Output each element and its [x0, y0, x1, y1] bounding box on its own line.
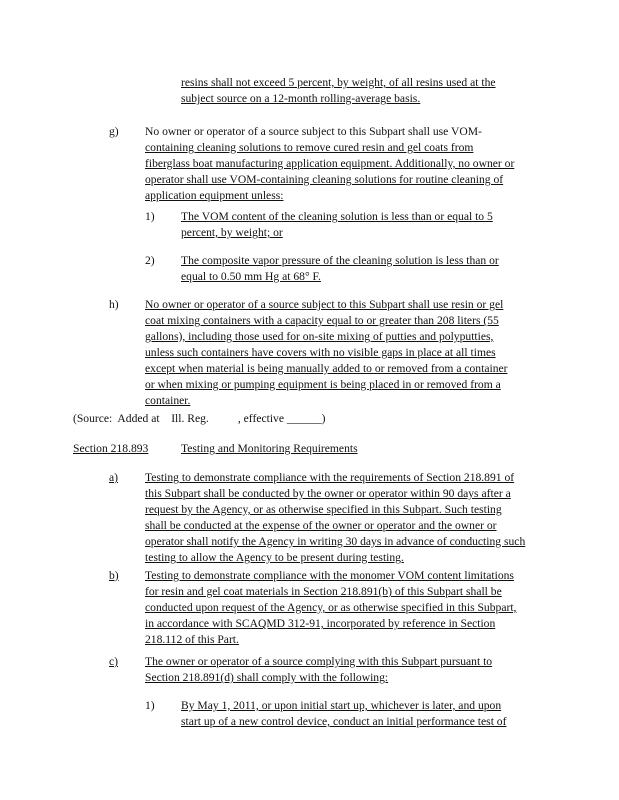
text-line: Testing to demonstrate compliance with the requirements of Section 218.891 of [145, 471, 515, 484]
text-line: The VOM content of the cleaning solution is less than or equal to 5 [181, 210, 493, 223]
text-line: 218.112 of this Part. [145, 633, 239, 646]
section-heading [73, 441, 358, 457]
text-line: gallons), including those used for on-site mixing of putties and polyputties, [145, 330, 494, 343]
text-line: shall be conducted at the expense of the owner or operator and the owner or [145, 519, 497, 532]
text-line: coat mixing containers with a capacity equal to or greater than 208 liters (55 [145, 314, 499, 327]
text-line: subject source on a 12-month rolling-average basis. [181, 92, 421, 105]
text-line: request by the Agency, or as otherwise specified in this Subpart. Such testing [145, 503, 502, 516]
text-line: unless such containers have covers with no visible gaps in place at all times [145, 346, 496, 359]
text-line: percent, by weight; or [181, 226, 283, 239]
item-label-c1: 1) [145, 699, 155, 712]
text-line: No owner or operator of a source subject to this Subpart shall use VOM- [145, 125, 482, 138]
paragraph-c [145, 654, 492, 686]
text-line: conducted upon request of the Agency, or as otherwise specified in this Subpart, [145, 601, 517, 614]
text-line: except when material is being manually added to or removed from a container [145, 362, 508, 375]
item-g2 [181, 253, 499, 285]
paragraph-label-a: a) [109, 471, 119, 484]
text-line: operator shall use VOM-containing cleaning solutions for routine cleaning of [145, 173, 504, 186]
item-label-g1: 1) [145, 210, 155, 223]
text-line: Section 218.891(d) shall comply with the following: [145, 671, 389, 684]
text-line: equal to 0.50 mm Hg at 68° F. [181, 270, 321, 283]
text-line: containing cleaning solutions to remove cured resin and gel coats from [145, 141, 474, 154]
item-label-g2: 2) [145, 254, 155, 267]
text-line: No owner or operator of a source subject to this Subpart shall use resin or gel [145, 298, 504, 311]
item-g1 [181, 209, 493, 241]
text-line: in accordance with SCAQMD 312-91, incorporated by reference in Section [145, 617, 496, 630]
text-line: fiberglass boat manufacturing application equipment. Additionally, no owner or [145, 157, 515, 170]
text-line: operator shall notify the Agency in writing 30 days in advance of conducting such [145, 535, 526, 548]
text-line: start up of a new control device, conduct an initial performance test of [181, 715, 507, 728]
paragraph-b [145, 568, 516, 648]
source-note: (Source: Added at Ill. Reg. , effective ______) [73, 412, 326, 425]
text-line: The owner or operator of a source complying with this Subpart pursuant to [145, 655, 493, 668]
text-line: The composite vapor pressure of the cleaning solution is less than or [181, 254, 499, 267]
paragraph-a [145, 470, 525, 566]
paragraph-label-c: c) [109, 655, 119, 668]
text-line: By May 1, 2011, or upon initial start up, whichever is later, and upon [181, 699, 502, 712]
paragraph-label-b: b) [109, 569, 119, 582]
text-line: for resin and gel coat materials in Section 218.891(b) of this Subpart shall be [145, 585, 502, 598]
paragraph-h [145, 297, 508, 409]
item-c1 [181, 698, 506, 730]
text-line: resins shall not exceed 5 percent, by weight, of all resins used at the [181, 76, 496, 89]
text-line: container. [145, 394, 191, 407]
paragraph-label-h: h) [109, 298, 119, 311]
text-line: testing to allow the Agency to be present during testing. [145, 551, 404, 564]
paragraph-label-g: g) [109, 125, 119, 138]
text-line: Testing to demonstrate compliance with the monomer VOM content limitations [145, 569, 514, 582]
section-title: Testing and Monitoring Requirements [181, 442, 358, 455]
text-line: this Subpart shall be conducted by the owner or operator within 90 days after a [145, 487, 511, 500]
continuation-paragraph [181, 75, 496, 107]
text-line: or when mixing or pumping equipment is being placed in or removed from a [145, 378, 501, 391]
text-line: application equipment unless: [145, 189, 284, 202]
section-number: Section 218.893 [73, 442, 149, 455]
paragraph-g [145, 124, 514, 204]
